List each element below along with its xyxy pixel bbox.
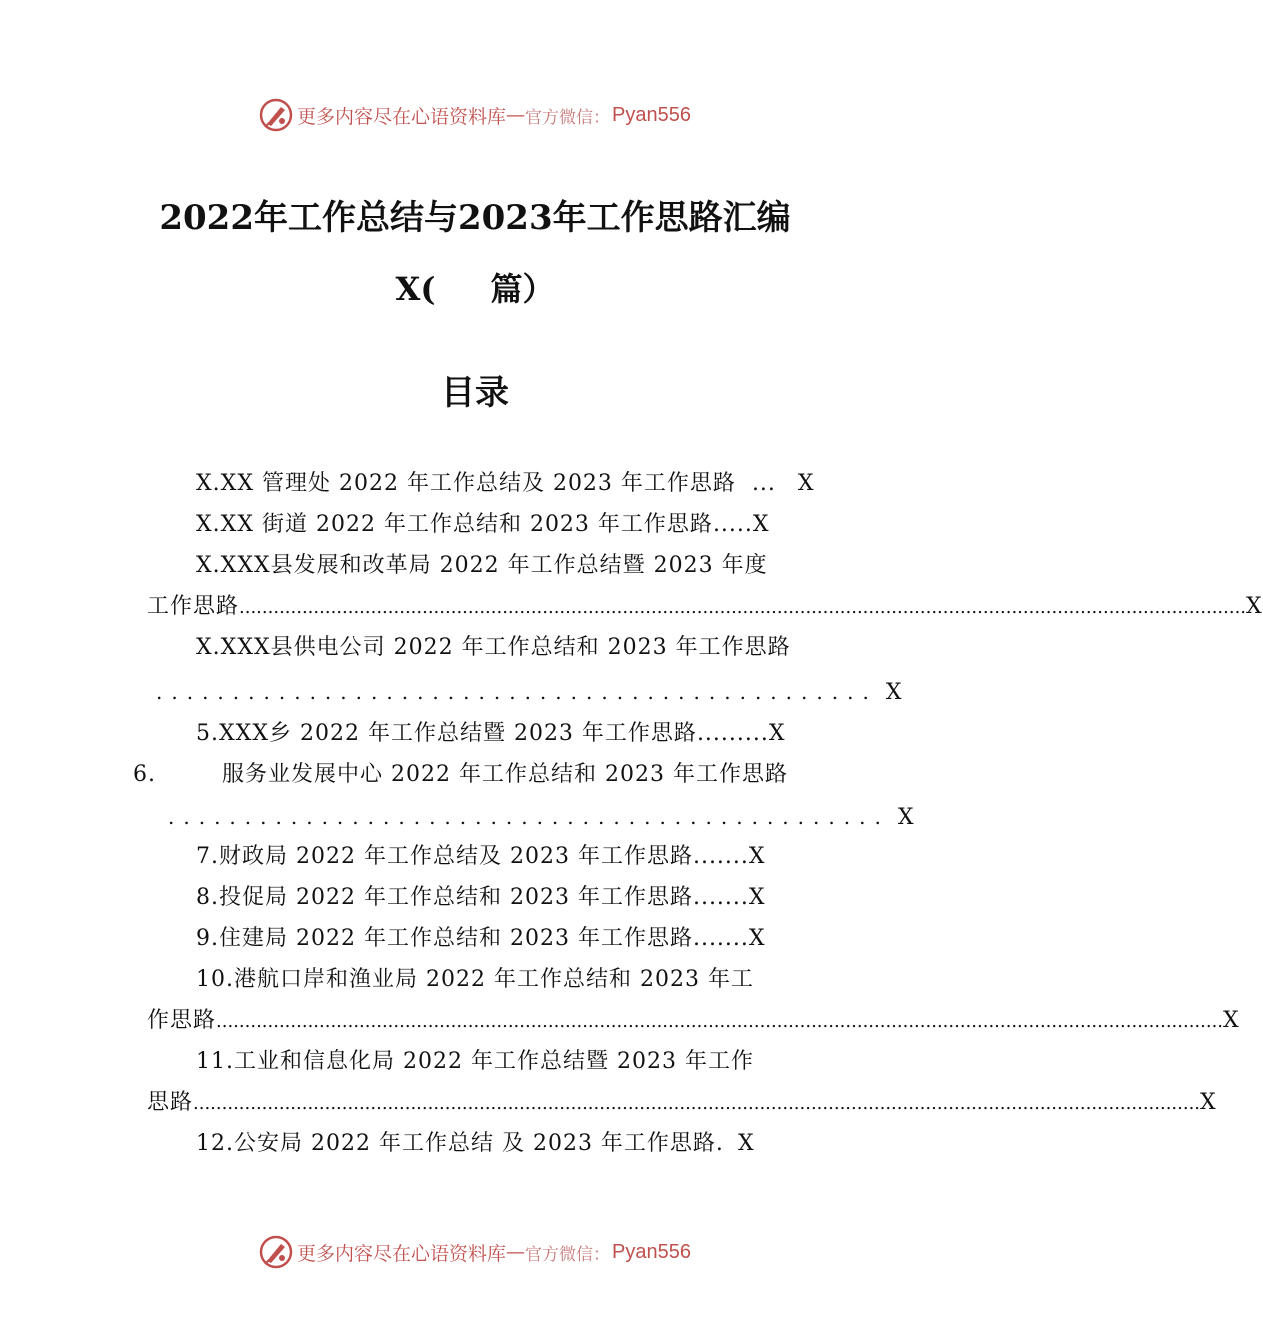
banner-wechat-label: 官方微信： [525, 107, 611, 128]
toc-entry-5[interactable] [196, 719, 786, 749]
toc-entry-8-text: 8.投促局 2022 年工作总结和 2023 年工作思路 [196, 885, 693, 910]
toc-entry-6-line2[interactable] [168, 802, 914, 832]
toc-entry-4-line1[interactable] [196, 633, 791, 663]
document-title: 2022年工作总结与2023年工作思路汇编 [159, 198, 791, 238]
banner-dash: — [506, 104, 526, 126]
toc-entry-2[interactable] [196, 510, 770, 540]
toc-entry-7-text: 7.财政局 2022 年工作总结及 2023 年工作思路 [196, 844, 693, 869]
toc-entry-9-dots: ....... [692, 926, 749, 951]
footer-banner [0, 1232, 950, 1272]
toc-entry-9-page: X [748, 926, 766, 951]
footer-handle: Pyan556 [612, 1240, 691, 1263]
toc-entry-10-line2[interactable] [147, 1006, 1240, 1036]
toc-entry-3-line1[interactable] [196, 551, 768, 581]
toc-entry-10-text: 10.港航口岸和渔业局 2022 年工作总结和 2023 年工 [196, 967, 754, 992]
toc-entry-3-cont: 工作思路 [147, 594, 240, 619]
toc-entry-11-line2[interactable] [147, 1088, 1217, 1118]
toc-entry-7[interactable] [196, 842, 766, 872]
toc-entry-12-page: X [737, 1131, 755, 1156]
toc-entry-10-page: X [1223, 1008, 1240, 1033]
toc-entry-7-page: X [748, 844, 766, 869]
subtitle-right: 篇） [490, 270, 555, 308]
toc-entry-12[interactable] [196, 1129, 755, 1159]
toc-entry-1[interactable] [196, 469, 815, 499]
banner-handle: Pyan556 [612, 103, 691, 126]
toc-entry-2-dots: ..... [712, 512, 753, 537]
toc-entry-4-line2[interactable] [156, 677, 902, 707]
quill-logo-icon [259, 98, 293, 132]
toc-entry-10-line1[interactable] [196, 965, 754, 995]
toc-entry-2-text: X.XX 街道 2022 年工作总结和 2023 年工作思路 [196, 512, 713, 537]
toc-entry-12-text: 12.公安局 2022 年工作总结 及 2023 年工作思路. [196, 1131, 724, 1156]
document-subtitle [0, 264, 950, 310]
toc-entry-5-text: 5.XXX乡 2022 年工作总结暨 2023 年工作思路 [196, 721, 697, 746]
toc-entry-1-dots: ... [751, 471, 776, 496]
toc-entry-9-text: 9.住建局 2022 年工作总结和 2023 年工作思路 [196, 926, 693, 951]
toc-entry-6-page: X [897, 805, 915, 830]
toc-entry-9[interactable] [196, 924, 766, 954]
toc-entry-4-dots: ............................................... [156, 680, 878, 704]
subtitle-left: X( [395, 270, 436, 308]
toc-entry-4-page: X [885, 680, 903, 705]
footer-dash: — [506, 1241, 526, 1263]
toc-entry-5-dots: ......... [696, 721, 769, 746]
toc-entry-6-dots: ............................................... [168, 805, 890, 829]
footer-brand: 更多内容尽在心语资料库 [297, 1242, 507, 1265]
toc-entry-1-page: X [797, 471, 815, 496]
toc-entry-4-text: X.XXX县供电公司 2022 年工作总结和 2023 年工作思路 [196, 635, 791, 660]
toc-entry-11-text: 11.工业和信息化局 2022 年工作总结暨 2023 年工作 [196, 1049, 754, 1074]
quill-logo-icon [259, 1235, 293, 1269]
toc-heading: 目录 [441, 373, 509, 413]
toc-entry-1-text: X.XX 管理处 2022 年工作总结及 2023 年工作思路 [196, 471, 736, 496]
toc-entry-2-page: X [752, 512, 770, 537]
toc-entry-3-leader: ................................................................................................................................................................................ [239, 597, 1247, 618]
toc-entry-3-text: X.XXX县发展和改革局 2022 年工作总结暨 2023 年度 [196, 553, 768, 578]
toc-entry-7-dots: ....... [692, 844, 749, 869]
toc-entry-10-cont: 作思路 [147, 1008, 217, 1033]
toc-entry-3-line2[interactable] [147, 592, 1263, 622]
header-banner [0, 95, 950, 135]
toc-entry-11-line1[interactable] [196, 1047, 754, 1077]
toc-entry-11-cont: 思路 [147, 1090, 194, 1115]
footer-wechat-label: 官方微信： [525, 1244, 611, 1265]
toc-entry-11-page: X [1200, 1090, 1217, 1115]
toc-entry-5-page: X [768, 721, 786, 746]
toc-entry-10-leader: ................................................................................................................................................................................ [216, 1011, 1224, 1032]
toc-entry-6-line1[interactable] [133, 760, 788, 790]
toc-entry-8[interactable] [196, 883, 766, 913]
banner-brand: 更多内容尽在心语资料库 [297, 105, 507, 128]
toc-entry-11-leader: ................................................................................................................................................................................ [193, 1093, 1201, 1114]
toc-entry-6-num: 6. [133, 762, 156, 787]
toc-entry-3-page: X [1246, 594, 1263, 619]
toc-entry-8-dots: ....... [692, 885, 749, 910]
toc-entry-6-text: 服务业发展中心 2022 年工作总结和 2023 年工作思路 [222, 762, 788, 787]
toc-entry-8-page: X [748, 885, 766, 910]
